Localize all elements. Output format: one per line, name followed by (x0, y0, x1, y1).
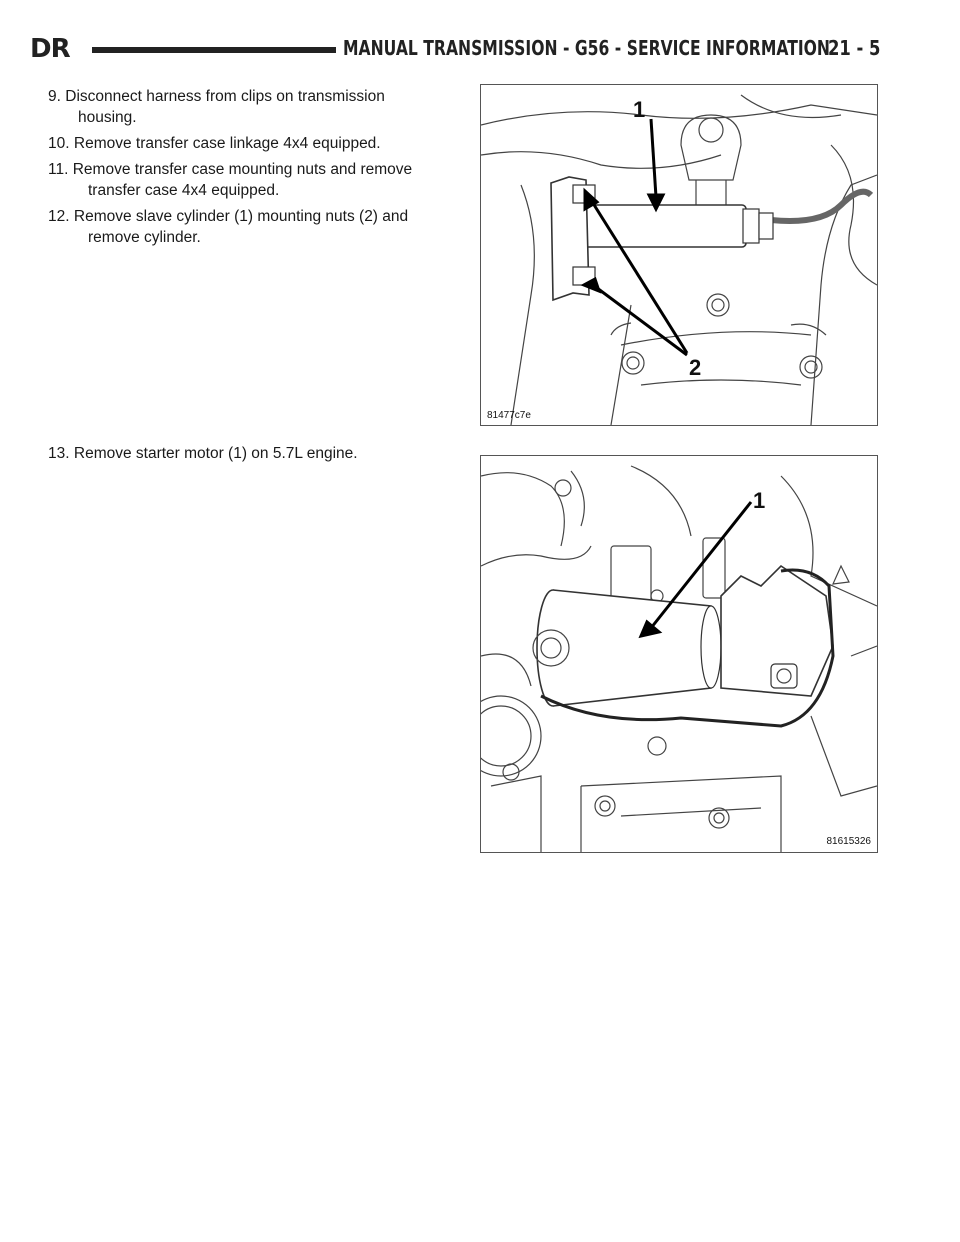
section-code: DR (30, 34, 70, 64)
step-text: Remove transfer case mounting nuts and remove (72, 161, 413, 178)
step-number: 10. (48, 135, 70, 152)
step-text: Remove transfer case linkage 4x4 equipped. (73, 135, 381, 152)
figure-code: 81615326 (826, 836, 871, 847)
step-text-continued: remove cylinder. (88, 229, 201, 246)
step-number: 9. (48, 88, 61, 105)
starter-motor-figure (480, 455, 878, 853)
step-13 (48, 443, 358, 464)
page-number: 21 - 5 (828, 36, 881, 60)
callout-2: 2 (689, 355, 702, 380)
callout-1: 1 (633, 97, 646, 122)
step-11 (48, 159, 444, 201)
header-rule (92, 47, 336, 53)
step-text: Disconnect harness from clips on transmission (65, 88, 385, 105)
step-text-continued: transfer case 4x4 equipped. (88, 182, 280, 199)
step-12 (48, 206, 444, 248)
step-number: 12. (48, 208, 70, 225)
callout-1: 1 (753, 488, 766, 513)
page-header (0, 0, 960, 80)
step-number: 13. (48, 445, 70, 462)
figure-code: 81477c7e (487, 410, 531, 421)
procedure-steps (48, 86, 444, 253)
step-9 (48, 86, 444, 128)
slave-cylinder-figure (480, 84, 878, 426)
starter-motor-illustration (481, 456, 877, 852)
step-text-continued: housing. (78, 109, 137, 126)
step-10 (48, 133, 444, 154)
step-text: Remove starter motor (1) on 5.7L engine. (73, 445, 358, 462)
slave-cylinder-illustration (481, 85, 877, 425)
step-text: Remove slave cylinder (1) mounting nuts (2) and (73, 208, 409, 225)
step-number: 11. (48, 161, 69, 178)
page-title: MANUAL TRANSMISSION - G56 - SERVICE INFORMATION (343, 36, 830, 60)
